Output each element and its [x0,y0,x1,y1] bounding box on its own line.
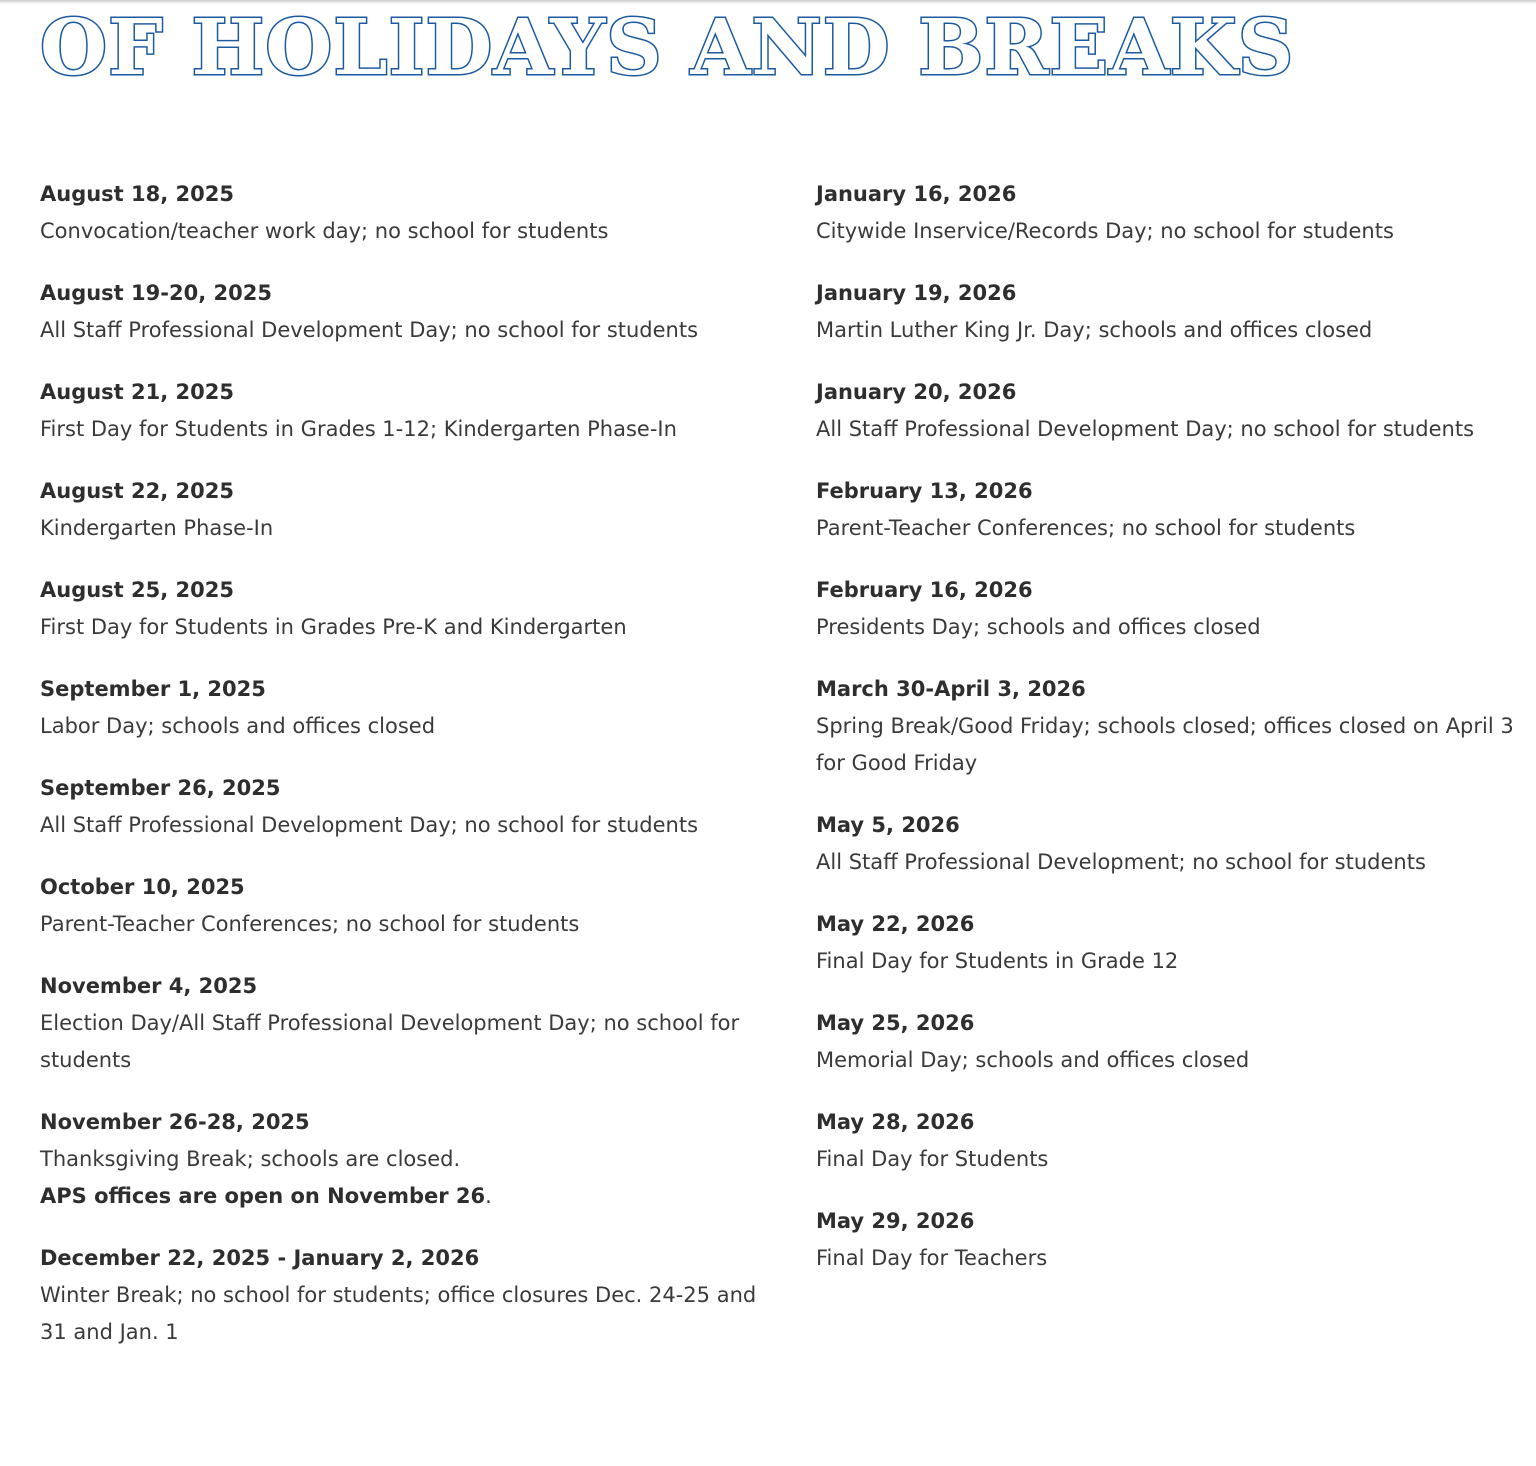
entry-description: First Day for Students in Grades Pre-K and Kindergarten [40,615,627,639]
entry-description: Citywide Inservice/Records Day; no school for students [816,219,1394,243]
calendar-entry [816,1104,1528,1178]
entry-date: May 29, 2026 [816,1209,975,1233]
entry-date: August 18, 2025 [40,182,234,206]
calendar-entry [816,572,1528,646]
calendar-entry [40,1240,775,1351]
calendar-column-right [816,176,1528,1302]
entry-description: Election Day/All Staff Professional Development Day; no school for students [40,1011,740,1072]
calendar-entry [40,869,775,943]
entry-description: First Day for Students in Grades 1-12; Kindergarten Phase-In [40,417,677,441]
entry-date: October 10, 2025 [40,875,245,899]
calendar-entry [816,1203,1528,1277]
entry-date: May 22, 2026 [816,912,975,936]
entry-date: February 16, 2026 [816,578,1033,602]
calendar-entry [40,374,775,448]
entry-description: Presidents Day; schools and offices closed [816,615,1261,639]
calendar-column-left [40,176,775,1376]
entry-date: January 20, 2026 [816,380,1017,404]
entry-description: All Staff Professional Development; no school for students [816,850,1426,874]
entry-description: Kindergarten Phase-In [40,516,274,540]
entry-date: August 22, 2025 [40,479,234,503]
entry-description: Parent-Teacher Conferences; no school for students [816,516,1356,540]
entry-description: Memorial Day; schools and offices closed [816,1048,1250,1072]
entry-date: September 26, 2025 [40,776,281,800]
calendar-entry [816,671,1528,782]
calendar-entry [40,770,775,844]
entry-description: All Staff Professional Development Day; no school for students [40,813,699,837]
entry-description: Labor Day; schools and offices closed [40,714,436,738]
calendar-entry [816,275,1528,349]
entry-description: Winter Break; no school for students; office closures Dec. 24-25 and 31 and Jan. 1 [40,1283,757,1344]
calendar-entry [816,807,1528,881]
entry-date: February 13, 2026 [816,479,1033,503]
calendar-entry [40,572,775,646]
entry-description: Convocation/teacher work day; no school for students [40,219,609,243]
entry-description: Final Day for Teachers [816,1246,1048,1270]
entry-description: Spring Break/Good Friday; schools closed; offices closed on April 3 for Good Friday [816,714,1514,775]
calendar-entry [40,671,775,745]
entry-date: November 4, 2025 [40,974,258,998]
calendar-entry [40,275,775,349]
entry-date: May 25, 2026 [816,1011,975,1035]
entry-description: Martin Luther King Jr. Day; schools and offices closed [816,318,1373,342]
entry-description: Final Day for Students in Grade 12 [816,949,1179,973]
entry-date: September 1, 2025 [40,677,266,701]
calendar-entry [40,473,775,547]
entry-date: December 22, 2025 - January 2, 2026 [40,1246,480,1270]
calendar-entry [816,473,1528,547]
entry-date: January 19, 2026 [816,281,1017,305]
entry-description: All Staff Professional Development Day; no school for students [40,318,699,342]
entry-description: Parent-Teacher Conferences; no school for students [40,912,580,936]
calendar-entry [816,176,1528,250]
entry-date: November 26-28, 2025 [40,1110,310,1134]
calendar-entry [40,968,775,1079]
calendar-entry [40,1104,775,1215]
entry-note-text: APS offices are open on November 26 [40,1184,486,1208]
calendar-entry [816,374,1528,448]
entry-date: May 5, 2026 [816,813,960,837]
entry-description: Thanksgiving Break; schools are closed. [40,1147,461,1171]
entry-date: March 30-April 3, 2026 [816,677,1086,701]
calendar-entry [816,1005,1528,1079]
calendar-entry [816,906,1528,980]
entry-description: All Staff Professional Development Day; no school for students [816,417,1475,441]
entry-date: August 19-20, 2025 [40,281,272,305]
calendar-entry [40,176,775,250]
entry-date: January 16, 2026 [816,182,1017,206]
entry-date: August 25, 2025 [40,578,234,602]
entry-note [40,1178,775,1215]
entry-description: Final Day for Students [816,1147,1049,1171]
page-title: OF HOLIDAYS AND BREAKS [40,3,1295,93]
entry-date: May 28, 2026 [816,1110,975,1134]
entry-date: August 21, 2025 [40,380,234,404]
entry-note-period: . [485,1184,492,1208]
